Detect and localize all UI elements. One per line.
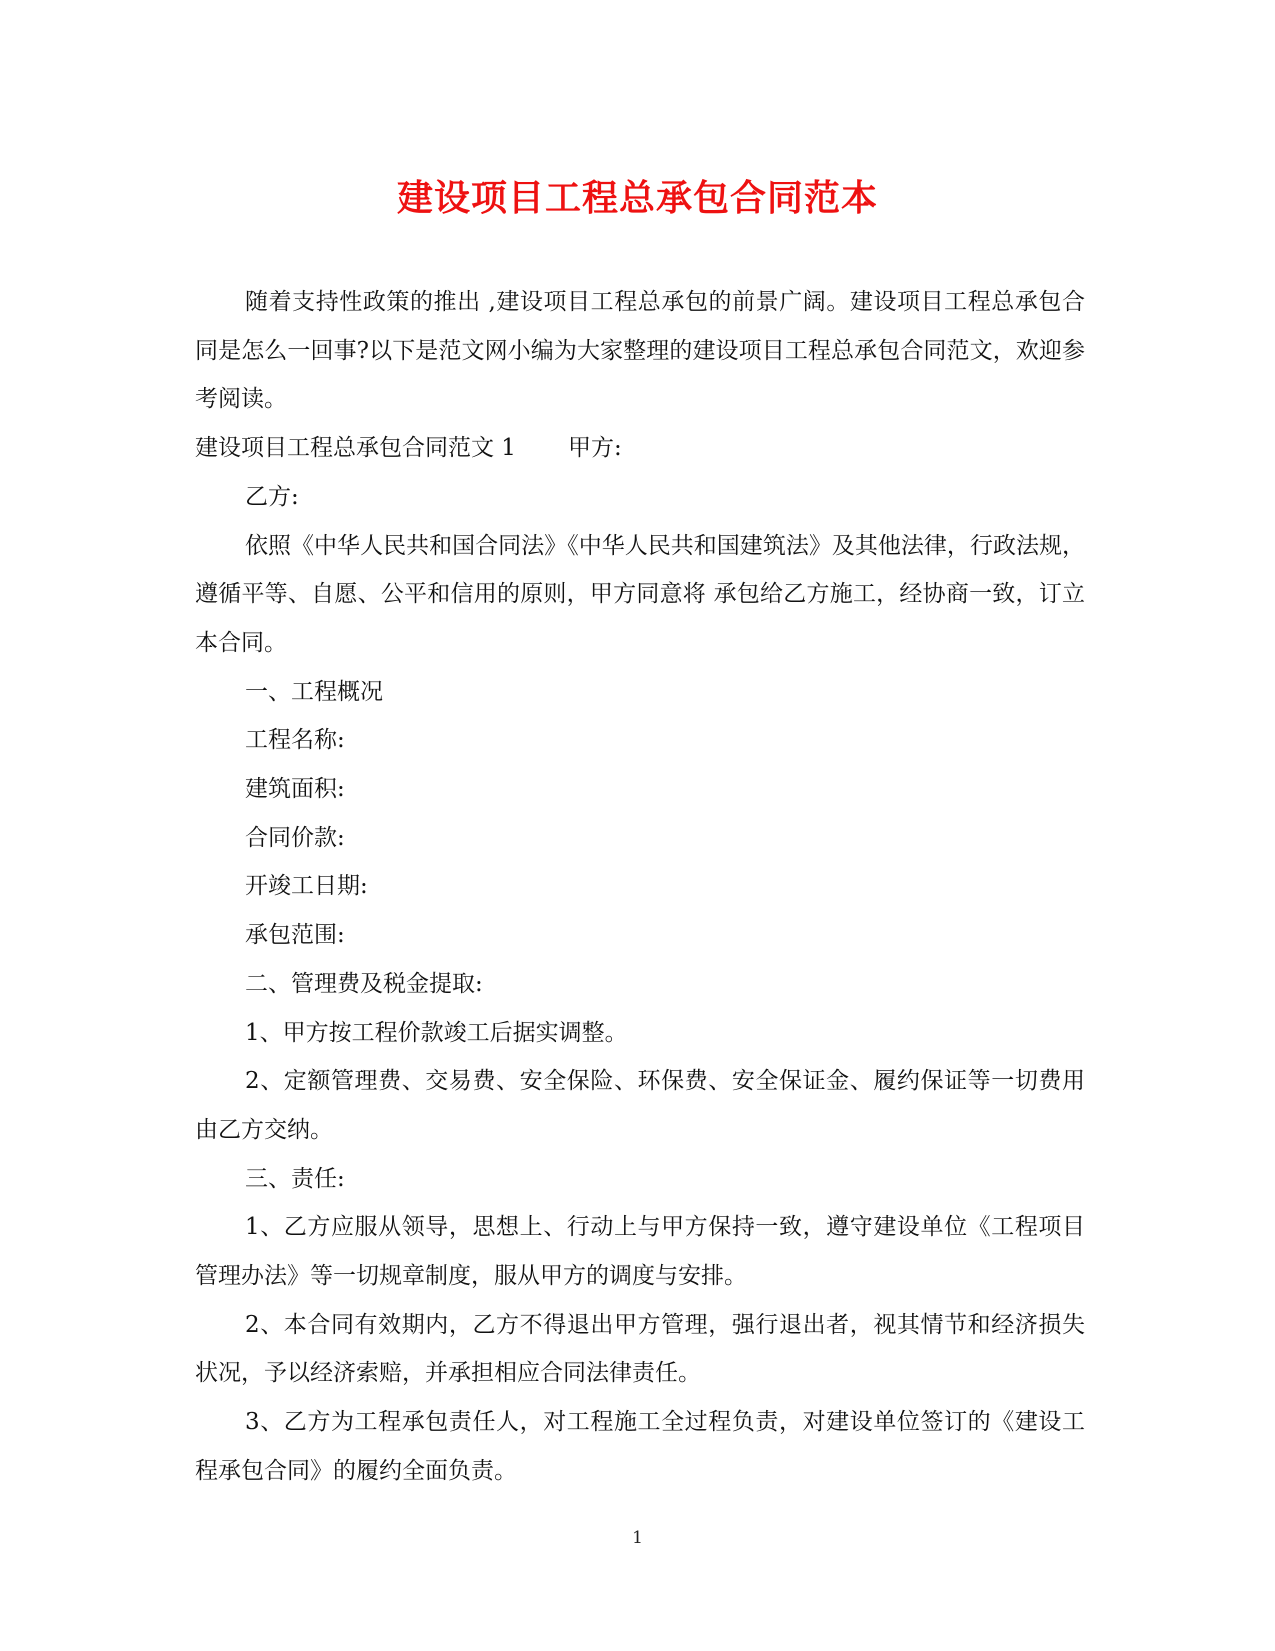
section-2-heading: 二、管理费及税金提取: xyxy=(245,970,483,997)
sample-heading: 建设项目工程总承包合同范文 1 xyxy=(195,435,516,462)
party-a-label: 甲方: xyxy=(567,435,622,462)
party-b-label: 乙方: xyxy=(245,483,299,510)
preamble-paragraph: 依照《中华人民共和国合同法》《中华人民共和国建筑法》及其他法律，行政法规，遵循平等、自愿、公平和信用的原则，甲方同意将 承包给乙方施工，经协商一致，订立本合同。 xyxy=(195,532,1085,656)
section-3-item: 3、乙方为工程承包责任人，对工程施工全过程负责，对建设单位签订的《建设工程承包合同》的履约全面负责。 xyxy=(195,1409,1085,1484)
section-3-item: 1、乙方应服从领导，思想上、行动上与甲方保持一致，遵守建设单位《工程项目管理办法》等一切规章制度，服从甲方的调度与安排。 xyxy=(195,1214,1085,1290)
field-project-name: 工程名称: xyxy=(245,727,345,754)
section-1-heading: 一、工程概况 xyxy=(245,678,383,705)
sample-heading-line xyxy=(195,424,1085,473)
field-start-end-date: 开竣工日期: xyxy=(245,873,368,900)
section-2-item: 1、甲方按工程价款竣工后据实调整。 xyxy=(245,1019,628,1046)
field-building-area: 建筑面积: xyxy=(245,776,345,803)
section-2-item: 2、定额管理费、交易费、安全保险、环保费、安全保证金、履约保证等一切费用由乙方交纳。 xyxy=(195,1068,1085,1143)
field-contract-price: 合同价款: xyxy=(245,824,345,851)
document-title: 建设项目工程总承包合同范本 xyxy=(396,177,878,219)
field-contract-scope: 承包范围: xyxy=(245,922,345,949)
section-3-item: 2、本合同有效期内，乙方不得退出甲方管理，强行退出者，视其情节和经济损失状况，予以经济索赔，并承担相应合同法律责任。 xyxy=(195,1311,1085,1387)
section-3-heading: 三、责任: xyxy=(245,1165,345,1192)
page-number: 1 xyxy=(632,1528,643,1548)
document-body xyxy=(195,278,1085,1496)
intro-paragraph: 随着支持性政策的推出 ,建设项目工程总承包的前景广阔。建设项目工程总承包合同是怎么一回事?以下是范文网小编为大家整理的建设项目工程总承包合同范文，欢迎参考阅读。 xyxy=(195,289,1085,413)
